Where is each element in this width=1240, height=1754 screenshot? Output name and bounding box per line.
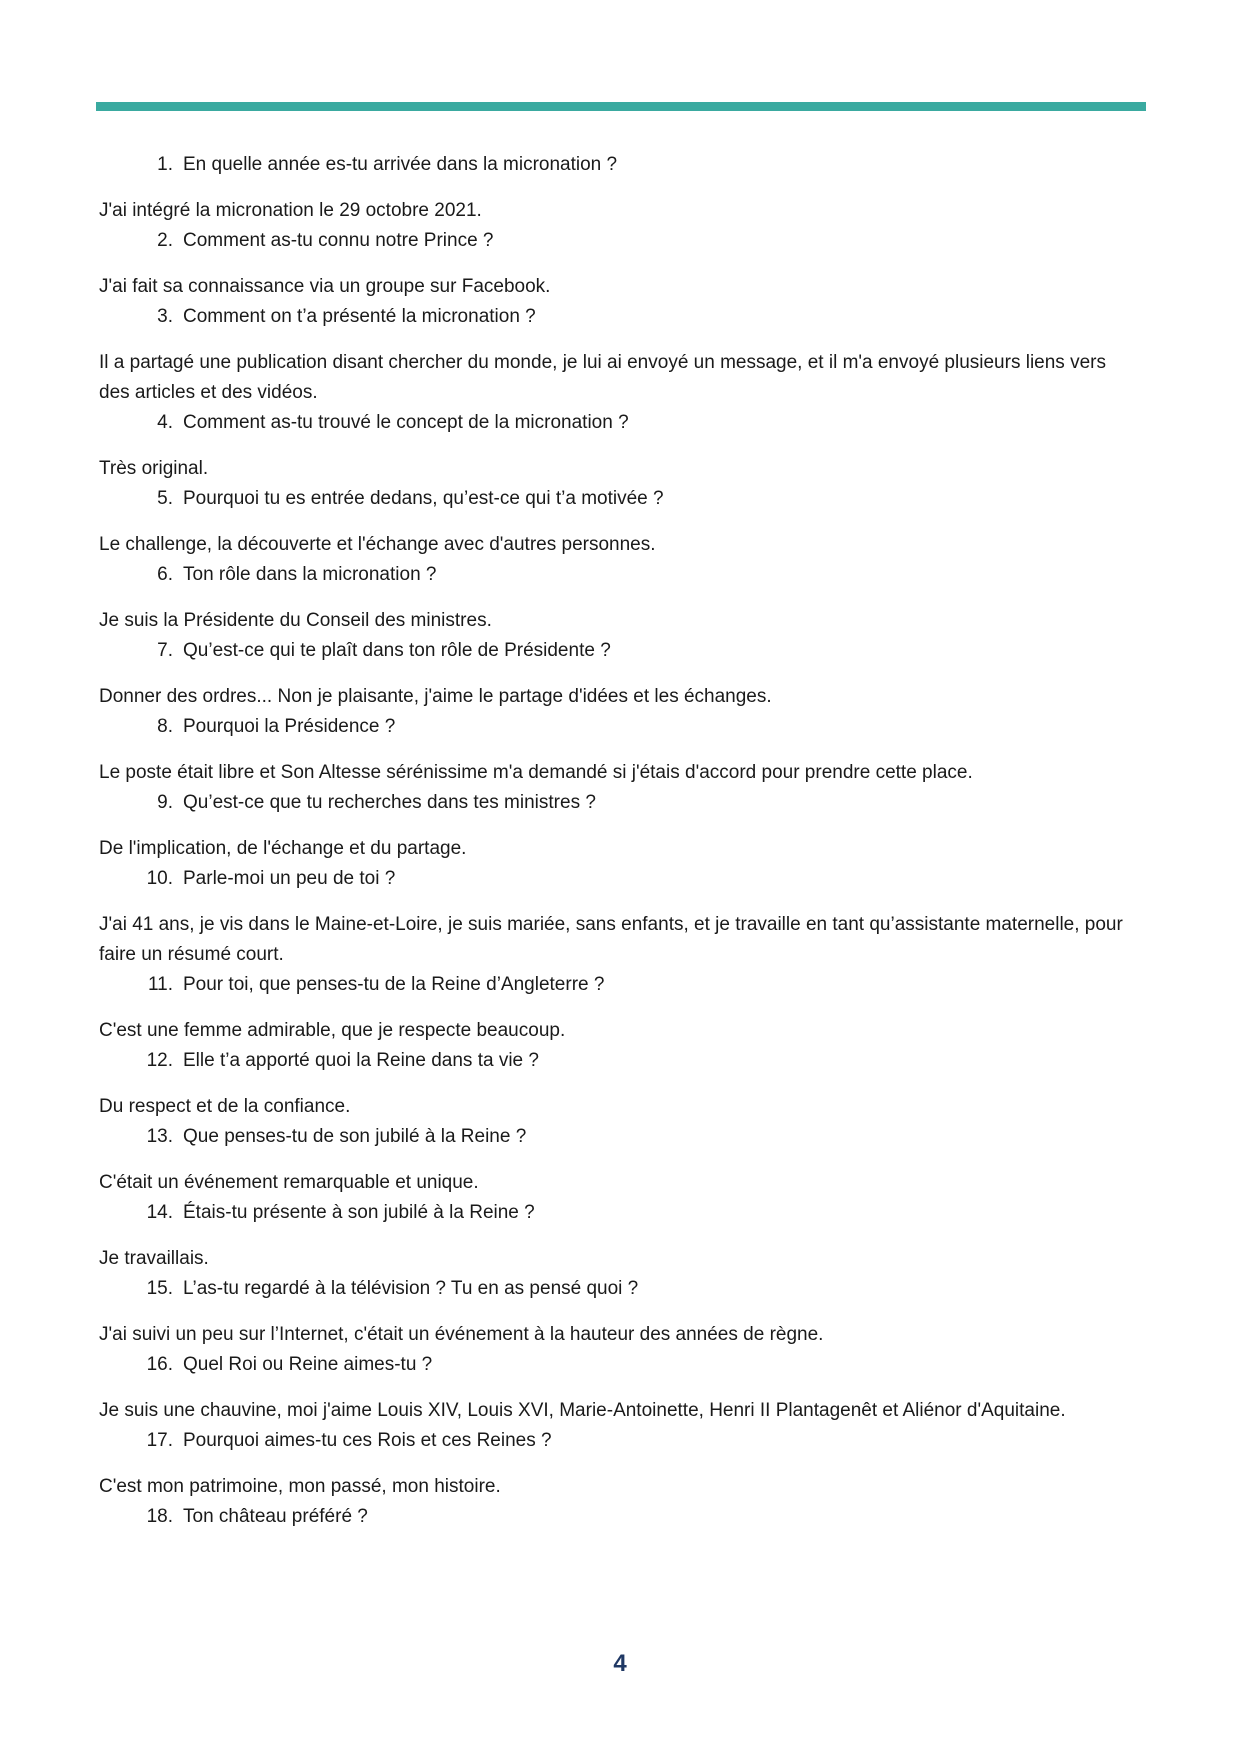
question [99,970,1139,1000]
question-text: Comment as-tu connu notre Prince ? [183,230,494,251]
qa-item [99,226,1139,302]
qa-item [99,302,1139,408]
question-number: 12. [146,1050,173,1071]
answer: Je travaillais. [99,1248,209,1269]
question-text: Comment on t’a présenté la micronation ? [183,306,536,327]
question-text: Étais-tu présente à son jubilé à la Reine ? [183,1202,535,1223]
answer: C'est une femme admirable, que je respecte beaucoup. [99,1020,566,1041]
question [99,1502,1139,1532]
question-number: 9. [157,792,173,813]
answer: Je suis une chauvine, moi j'aime Louis XIV, Louis XVI, Marie-Antoinette, Henri II Plantagenêt et Aliénor d'Aquitaine. [99,1400,1066,1421]
qa-item [99,484,1139,560]
question-text: En quelle année es-tu arrivée dans la micronation ? [183,154,618,175]
qa-item [99,636,1139,712]
qa-item [99,864,1139,970]
qa-item [99,408,1139,484]
question-text: Elle t’a apporté quoi la Reine dans ta vie ? [183,1050,539,1071]
question-number: 6. [157,564,173,585]
question-number: 4. [157,412,173,433]
qa-item [99,1198,1139,1274]
question-number: 8. [157,716,173,737]
question-number: 3. [157,306,173,327]
question-number: 11. [147,974,173,995]
question [99,484,1139,514]
question-number: 17. [146,1430,173,1451]
question-number: 14. [146,1202,173,1223]
question-text: Pourquoi la Présidence ? [183,716,396,737]
answer: C'est mon patrimoine, mon passé, mon histoire. [99,1476,501,1497]
question-number: 10. [146,868,173,889]
question-text: Ton château préféré ? [183,1506,368,1527]
question-text: Pourquoi aimes-tu ces Rois et ces Reines ? [183,1430,552,1451]
question-text: L’as-tu regardé à la télévision ? Tu en as pensé quoi ? [183,1278,639,1299]
answer: De l'implication, de l'échange et du partage. [99,838,467,859]
question-number: 5. [157,488,173,509]
question [99,864,1139,894]
qa-item [99,1502,1139,1532]
answer: C'était un événement remarquable et unique. [99,1172,479,1193]
answer: J'ai 41 ans, je vis dans le Maine-et-Loire, je suis mariée, sans enfants, et je travaille en tant qu’assistante maternelle, pour faire un résumé court. [99,914,1123,965]
question-text: Qu’est-ce que tu recherches dans tes ministres ? [183,792,596,813]
question-number: 1. [157,154,173,175]
answer: Le poste était libre et Son Altesse sérénissime m'a demandé si j'étais d'accord pour prendre cette place. [99,762,973,783]
question [99,408,1139,438]
question [99,1426,1139,1456]
question [99,226,1139,256]
qa-item [99,1046,1139,1122]
question [99,712,1139,742]
question [99,636,1139,666]
qa-item [99,788,1139,864]
question [99,150,1139,180]
question-text: Ton rôle dans la micronation ? [183,564,437,585]
answer: Du respect et de la confiance. [99,1096,351,1117]
qa-item [99,1426,1139,1502]
qa-item [99,150,1139,226]
question [99,560,1139,590]
question-number: 7. [157,640,173,661]
question [99,1274,1139,1304]
answer: Le challenge, la découverte et l'échange avec d'autres personnes. [99,534,656,555]
question-number: 13. [146,1126,173,1147]
page-number: 4 [613,1650,627,1677]
answer: Je suis la Présidente du Conseil des ministres. [99,610,492,631]
qa-item [99,560,1139,636]
question-number: 18. [146,1506,173,1527]
answer: Donner des ordres... Non je plaisante, j'aime le partage d'idées et les échanges. [99,686,772,707]
question-text: Quel Roi ou Reine aimes-tu ? [183,1354,433,1375]
question [99,1198,1139,1228]
question-text: Que penses-tu de son jubilé à la Reine ? [183,1126,527,1147]
question-text: Parle-moi un peu de toi ? [183,868,396,889]
question-text: Pour toi, que penses-tu de la Reine d’Angleterre ? [183,974,605,995]
question [99,788,1139,818]
answer: Il a partagé une publication disant chercher du monde, je lui ai envoyé un message, et il m'a envoyé plusieurs liens vers des articles et des vidéos. [99,352,1106,403]
answer: Très original. [99,458,209,479]
question-number: 15. [146,1278,173,1299]
question [99,1350,1139,1380]
question-text: Qu’est-ce qui te plaît dans ton rôle de Présidente ? [183,640,611,661]
qa-item [99,970,1139,1046]
question-number: 2. [157,230,173,251]
qa-item [99,712,1139,788]
header-rule [96,102,1146,111]
answer: J'ai suivi un peu sur l’Internet, c'était un événement à la hauteur des années de règne. [99,1324,824,1345]
question [99,302,1139,332]
question-text: Pourquoi tu es entrée dedans, qu’est-ce qui t’a motivée ? [183,488,664,509]
answer: J'ai fait sa connaissance via un groupe sur Facebook. [99,276,551,297]
qa-item [99,1350,1139,1426]
question-number: 16. [146,1354,173,1375]
question-text: Comment as-tu trouvé le concept de la micronation ? [183,412,629,433]
question [99,1122,1139,1152]
qa-item [99,1274,1139,1350]
qa-item [99,1122,1139,1198]
interview-content [99,150,1139,1532]
question [99,1046,1139,1076]
answer: J'ai intégré la micronation le 29 octobre 2021. [99,200,482,221]
